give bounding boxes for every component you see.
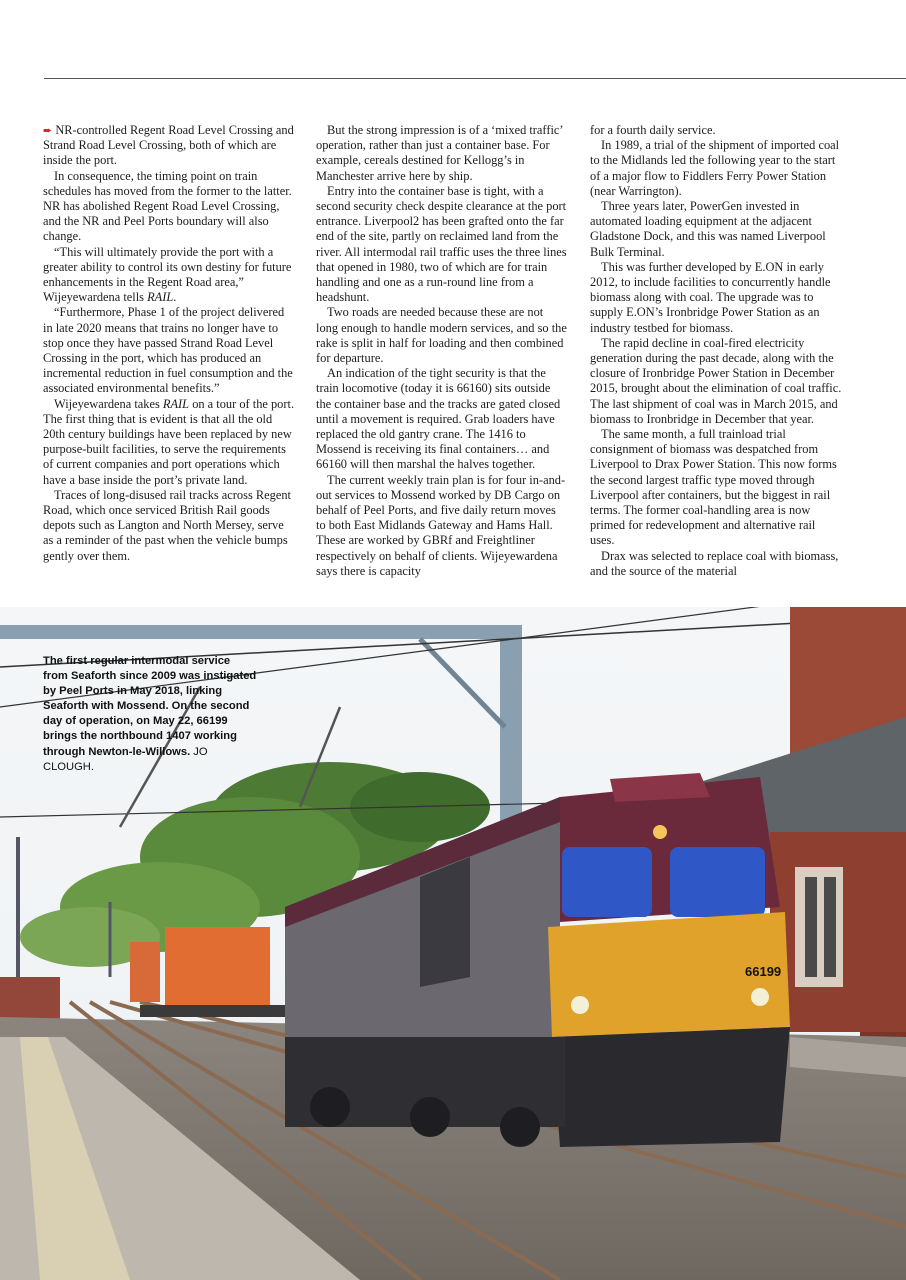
- article-column-1: [43, 123, 295, 564]
- paragraph: Three years later, PowerGen invested in automated loading equipment at the adjacent Gladstone Dock, and this was named Liverpool Bulk Terminal.: [590, 199, 826, 259]
- paragraph: for a fourth daily service.: [590, 123, 716, 137]
- paragraph: Traces of long-disused rail tracks across Regent Road, which once serviced British Rail goods depots such as Langton and North Mersey, serve as a reminder of the past when the vehicle bumps gently over them.: [43, 487, 291, 563]
- paragraph: ➨ NR-controlled Regent Road Level Crossing and Strand Road Level Crossing, both of which are inside the port.: [43, 123, 294, 168]
- paragraph: Wijeyewardena takes RAIL on a tour of the port. The first thing that is evident is that all the old 20th century buildings have been replaced by new purpose-built facilities, to serve the requirements of current companies and port operations which have a base inside the port’s private land.: [43, 396, 295, 487]
- paragraph: Two roads are needed because these are not long enough to handle modern services, and so the rake is split in half for loading and then combined for departure.: [316, 305, 567, 366]
- header-rule: [44, 78, 906, 79]
- loco-number: 66199: [745, 964, 782, 979]
- article-column-3: [590, 123, 842, 579]
- photo-caption: The first regular intermodal service from Seaforth since 2009 was instigated by Peel Ports in May 2018, linking Seaforth with Mossend. On the second day of operation, on May 22, 66199 brings the northbound 1407 working through Newton-le-Willows. JO CLOUGH.: [43, 655, 257, 773]
- continuation-arrow-icon: ➨: [43, 124, 53, 137]
- paragraph: This was further developed by E.ON in early 2012, to include facilities to concurrently handle biomass along with coal. The upgrade was to supply E.ON’s Ironbridge Power Station as an industry testbed for biomass.: [590, 259, 831, 335]
- paragraph: Drax was selected to replace coal with biomass, and the source of the material: [590, 548, 839, 578]
- paragraph: Entry into the container base is tight, with a second security check despite clearance at the port entrance. Liverpool2 has been grafted onto the far end of the site, partly on reclaimed land from the river. All intermodal rail traffic uses the three lines that opened in 1980, two of which are for train handling and one as a run-round line from a headshunt.: [316, 183, 567, 305]
- article-column-2: [316, 123, 568, 579]
- photo-credit: JO CLOUGH.: [43, 745, 208, 773]
- paragraph: An indication of the tight security is that the train locomotive (today it is 66160) sits outside the container base and the tracks are gated closed until a movement is required. Grab loaders have replaced the old gantry crane. The 1416 to Mossend is receiving its final containers… and 66160 will then marshal the halves together.: [316, 366, 561, 472]
- paragraph: “This will ultimately provide the port with a greater ability to control its own destiny for future enhancements in the Regent Road area,” Wijeyewardena tells RAIL.: [43, 244, 292, 305]
- paragraph: The current weekly train plan is for four in-and-out services to Mossend worked by DB Cargo on behalf of Peel Ports, and five daily return moves to both East Midlands Gateway and Hams Hall. These are worked by GBRf and Freightliner respectively on behalf of clients. Wijeyewardena says there is capacity: [316, 472, 566, 578]
- paragraph: The rapid decline in coal-fired electricity generation during the past decade, along with the closure of Ironbridge Power Station in December 2015, brought about the elimination of coal traffic. The last shipment of coal was in March 2015, and biomass to Ironbridge in December that year.: [590, 335, 842, 426]
- paragraph: In consequence, the timing point on train schedules has moved from the former to the latter. NR has abolished Regent Road Level Crossing, and the NR and Peel Ports boundary will also change.: [43, 168, 292, 244]
- paragraph: In 1989, a trial of the shipment of imported coal to the Midlands led the following year to the start of a major flow to Fiddlers Ferry Power Station (near Warrington).: [590, 138, 840, 198]
- paragraph: But the strong impression is of a ‘mixed traffic’ operation, rather than just a container base. For example, cereals destined for Kellogg’s in Manchester arrive here by ship.: [316, 123, 563, 183]
- paragraph: The same month, a full trainload trial consignment of biomass was despatched from Liverpool to Drax Power Station. This now forms the second largest traffic type moved through Liverpool after containers, but the biggest in rail terms. The former coal-handling area is now primed for redevelopment and alternative rail uses.: [590, 427, 837, 548]
- paragraph: “Furthermore, Phase 1 of the project delivered in late 2020 means that trains no longer have to stop once they have passed Strand Road Level Crossing in the port, which has produced an incremental reduction in fuel consumption and the associated environmental benefits.”: [43, 305, 293, 396]
